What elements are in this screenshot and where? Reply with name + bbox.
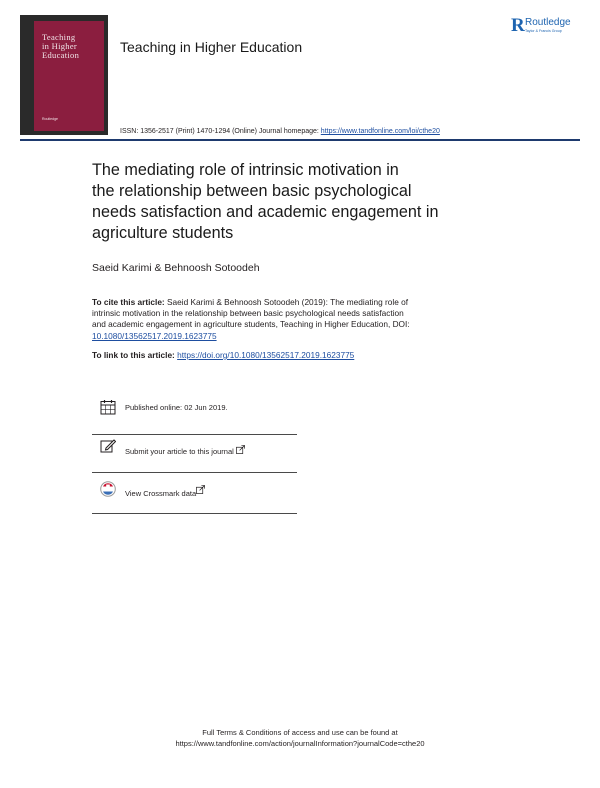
article-doi-url[interactable]: https://doi.org/10.1080/13562517.2019.1623775 (177, 350, 355, 360)
journal-cover-panel (34, 21, 104, 131)
routledge-logo[interactable] (511, 17, 591, 41)
publisher-name: Routledge (525, 17, 571, 28)
cover-title-line: Teaching (42, 32, 76, 42)
cover-title-line: in Higher (42, 41, 78, 51)
edit-icon (100, 438, 116, 454)
cover-title-line: Education (42, 50, 80, 60)
citation-line: and academic engagement in agriculture students, Teaching in Higher Education, DOI: (92, 319, 410, 330)
journal-title[interactable]: Teaching in Higher Education (120, 39, 303, 55)
submit-row[interactable] (92, 434, 297, 473)
issn-text: ISSN: 1356-2517 (Print) 1470-1294 (Online) Journal homepage: (120, 128, 321, 135)
external-link-icon (236, 445, 245, 454)
external-link-icon (196, 485, 205, 494)
citation-doi-link[interactable]: 10.1080/13562517.2019.1623775 (92, 330, 217, 341)
footer (0, 727, 600, 749)
article-link-line (92, 350, 354, 360)
submit-article-text: Submit your article to this journal (125, 447, 234, 456)
crossmark-icon (100, 481, 116, 497)
publisher-tagline: Taylor & Francis Group (525, 29, 562, 33)
published-row (92, 396, 297, 435)
crossmark-row[interactable] (92, 475, 297, 514)
article-title-line: agriculture students (92, 224, 234, 242)
issn-line (120, 128, 440, 135)
citation-text: Saeid Karimi & Behnoosh Sotoodeh (2019): The mediating role of (167, 297, 409, 307)
submit-article-link[interactable] (125, 445, 245, 456)
citation-line (92, 297, 512, 308)
article-title (92, 160, 512, 244)
article-title-line: needs satisfaction and academic engagement in (92, 203, 439, 221)
crossmark-text: View Crossmark data (125, 489, 197, 498)
cover-title (42, 33, 102, 60)
footer-journal-info-link[interactable]: https://www.tandfonline.com/action/journalInformation?journalCode=cthe20 (175, 739, 425, 748)
routledge-r-icon: R (511, 15, 525, 36)
header-divider (20, 139, 580, 141)
citation-block (92, 297, 512, 342)
article-link-label: To link to this article: (92, 350, 178, 360)
calendar-icon (100, 399, 116, 415)
journal-cover (20, 15, 108, 135)
crossmark-link[interactable] (125, 485, 205, 498)
article-authors: Saeid Karimi & Behnoosh Sotoodeh (92, 262, 260, 274)
citation-label: To cite this article: (92, 297, 167, 307)
article-title-line: The mediating role of intrinsic motivation in (92, 161, 399, 179)
published-date-text: Published online: 02 Jun 2019. (125, 403, 228, 412)
citation-line: intrinsic motivation in the relationship between basic psychological needs satisfaction (92, 308, 404, 319)
article-title-line: the relationship between basic psychological (92, 182, 412, 200)
journal-homepage-link[interactable]: https://www.tandfonline.com/loi/cthe20 (320, 128, 440, 135)
footer-terms: Full Terms & Conditions of access and use can be found at (202, 728, 398, 737)
cover-publisher-mark: Routledge (42, 117, 58, 121)
